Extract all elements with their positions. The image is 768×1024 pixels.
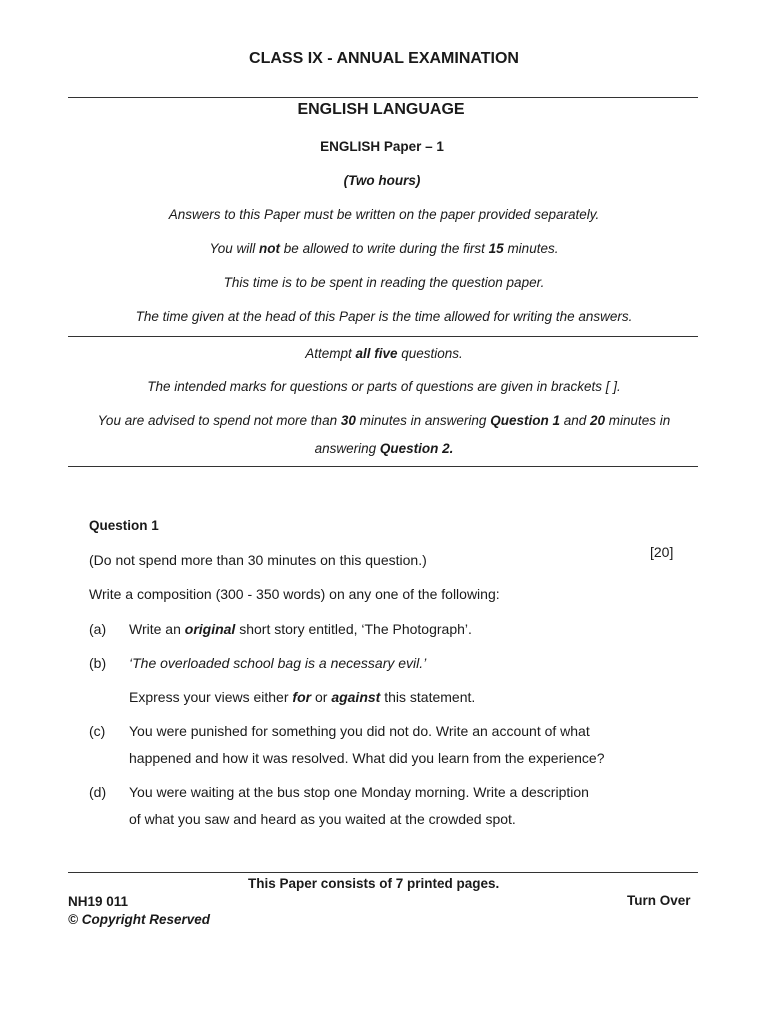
option-d-line2: of what you saw and heard as you waited at the crowded spot. <box>129 811 516 827</box>
option-b-subtext: Express your views either for or against this statement. <box>129 689 476 705</box>
instruction-advice: You are advised to spend not more than 30 minutes in answering Question 1 and 20 minutes in <box>97 413 671 428</box>
instruction-marks: The intended marks for questions or parts of questions are given in brackets [ ]. <box>147 379 621 394</box>
marks-badge: [20] <box>650 544 674 560</box>
paper-code: NH19 011 <box>68 894 129 909</box>
instruction-attempt: Attempt all five questions. <box>305 346 463 361</box>
exam-title: CLASS IX - ANNUAL EXAMINATION <box>249 50 519 67</box>
option-b-text: ‘The overloaded school bag is a necessary evil.’ <box>129 655 427 671</box>
option-c-label: (c) <box>89 723 106 739</box>
instruction-answers: Answers to this Paper must be written on the paper provided separately. <box>168 207 600 222</box>
turn-over: Turn Over <box>627 893 691 908</box>
option-a-text: Write an original short story entitled, ‘The Photograph’. <box>129 621 472 637</box>
option-d-label: (d) <box>89 784 107 800</box>
instruction-reading: This time is to be spent in reading the question paper. <box>223 275 545 290</box>
option-a-label: (a) <box>89 621 107 637</box>
paper-title: ENGLISH Paper – 1 <box>320 139 444 154</box>
copyright: © Copyright Reserved <box>68 912 210 927</box>
instruction-reading-time: You will not be allowed to write during the first 15 minutes. <box>209 241 559 256</box>
instruction-advice-cont: answering Question 2. <box>314 441 454 456</box>
question-note: (Do not spend more than 30 minutes on this question.) <box>89 552 427 568</box>
divider <box>68 466 698 467</box>
divider <box>68 336 698 337</box>
subject-title: ENGLISH LANGUAGE <box>297 101 465 118</box>
duration: (Two hours) <box>343 173 421 188</box>
question-prompt: Write a composition (300 - 350 words) on any one of the following: <box>89 586 500 602</box>
divider <box>68 97 698 98</box>
option-c-line1: You were punished for something you did not do. Write an account of what <box>129 723 590 739</box>
option-c-line2: happened and how it was resolved. What did you learn from the experience? <box>129 750 605 766</box>
option-d-line1: You were waiting at the bus stop one Monday morning. Write a description <box>129 784 589 800</box>
instruction-time-allowed: The time given at the head of this Paper is the time allowed for writing the answers. <box>135 309 633 324</box>
footer-divider <box>68 872 698 873</box>
option-b-label: (b) <box>89 655 107 671</box>
question-heading: Question 1 <box>89 518 159 533</box>
pages-note: This Paper consists of 7 printed pages. <box>248 876 500 891</box>
